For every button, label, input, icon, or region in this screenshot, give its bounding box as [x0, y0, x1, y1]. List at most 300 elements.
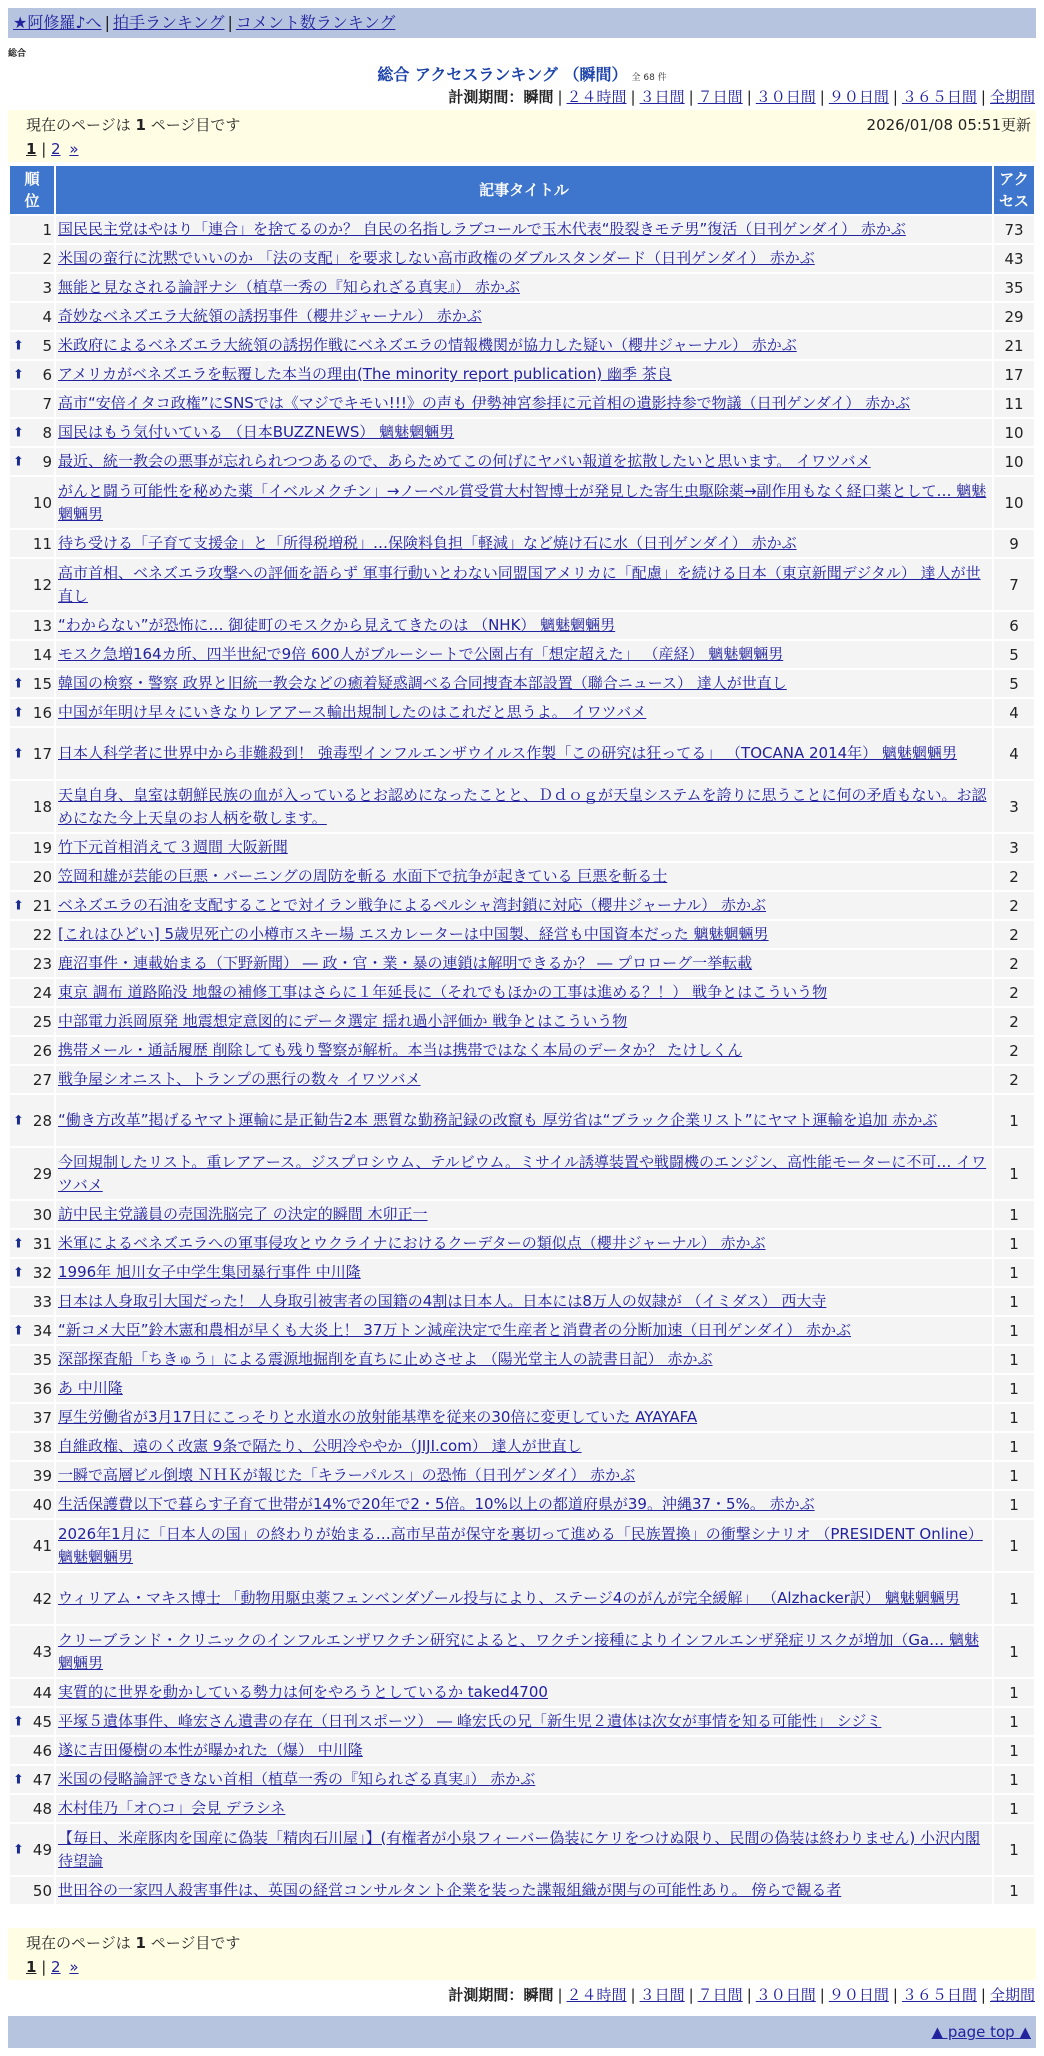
access-count: 1 [994, 1573, 1034, 1624]
table-row [10, 728, 1034, 779]
rank-cell [10, 1433, 54, 1460]
article-link[interactable]: 1996年 旭川女子中学生集団暴行事件 中川隆 [58, 1263, 361, 1281]
table-row [10, 419, 1034, 446]
table-row [10, 303, 1034, 330]
article-link[interactable]: 米政府によるベネズエラ大統領の誘拐作戦にベネズエラの情報機関が協力した疑い（櫻井ジャーナル） 赤かぶ [58, 336, 797, 354]
period-link-3[interactable]: ３０日間 [755, 1986, 816, 2004]
title-cell [56, 1491, 992, 1518]
period-separator: | [980, 1986, 986, 2004]
title-cell [56, 448, 992, 475]
article-link[interactable]: 無能と見なされる論評ナシ（植草一秀の『知られざる真実』） 赤かぶ [58, 278, 520, 296]
rank-number: 36 [32, 1379, 52, 1398]
article-link[interactable]: 木村佳乃「オ○コ」会見 デラシネ [58, 1799, 286, 1817]
article-link[interactable]: ベネズエラの石油を支配することで対イラン戦争によるペルシャ湾封鎖に対応（櫻井ジャーナル） 赤かぶ [58, 896, 767, 914]
rank-up-arrow-icon: ⬆ [13, 746, 24, 761]
title-cell [56, 728, 992, 779]
article-link[interactable]: ウィリアム・マキス博士 「動物用駆虫薬フェンベンダゾール投与により、ステージ4のがんが完全緩解」 （Alzhacker訳） 魑魅魍魎男 [58, 1589, 960, 1607]
table-row [10, 1824, 1034, 1875]
access-count: 2 [994, 892, 1034, 919]
article-link[interactable]: がんと闘う可能性を秘めた薬「イベルメクチン」→ノーベル賞受賞大村智博士が発見した寄生虫駆除薬→副作用もなく経口薬として… 魑魅魍魎男 [58, 481, 987, 523]
period-label: 計測期間： [448, 88, 524, 106]
rank-cell [10, 559, 54, 610]
title-cell [56, 1259, 992, 1286]
rank-cell [10, 979, 54, 1006]
access-count: 1 [994, 1404, 1034, 1431]
period-separator: | [819, 1986, 825, 2004]
rank-cell [10, 1259, 54, 1286]
period-link-5[interactable]: ３６５日間 [901, 1986, 977, 2004]
article-link[interactable]: 奇妙なベネズエラ大統領の誘拐事件（櫻井ジャーナル） 赤かぶ [58, 307, 482, 325]
rank-cell [10, 921, 54, 948]
table-row [10, 950, 1034, 977]
rank-cell [10, 448, 54, 475]
rank-cell [10, 1462, 54, 1489]
rank-number: 40 [32, 1495, 52, 1514]
title-cell [56, 1573, 992, 1624]
article-link[interactable]: 2026年1月に「日本人の国」の終わりが始まる…高市早苗が保守を裏切って進める「民族置換」の衝撃シナリオ （PRESIDENT Online） 魑魅魍魎男 [58, 1524, 983, 1566]
period-link-6[interactable]: 全期間 [989, 88, 1035, 106]
rank-cell [10, 1708, 54, 1735]
access-count: 43 [994, 245, 1034, 272]
title-cell [56, 419, 992, 446]
rank-number: 27 [32, 1070, 52, 1089]
page-2-link[interactable]: 2 [51, 1958, 61, 1976]
table-row [10, 559, 1034, 610]
access-count: 7 [994, 559, 1034, 610]
article-link[interactable]: 日本は人身取引大国だった！ 人身取引被害者の国籍の4割は日本人。日本には8万人の奴隷が （イミダス） 西大寺 [58, 1292, 827, 1310]
access-count: 11 [994, 390, 1034, 417]
rank-number: 39 [32, 1466, 52, 1485]
access-count: 5 [994, 641, 1034, 668]
table-row [10, 1259, 1034, 1286]
rank-number: 33 [32, 1292, 52, 1311]
rank-cell [10, 390, 54, 417]
article-link[interactable]: 中国が年明け早々にいきなりレアアース輸出規制したのはこれだと思うよ。 イワツバメ [58, 703, 647, 721]
page-links: 1 | 2 » [26, 140, 79, 158]
access-count: 1 [994, 1877, 1034, 1904]
title-cell [56, 1766, 992, 1793]
rank-number: 22 [32, 925, 52, 944]
pager-current-number: 1 [135, 116, 146, 134]
rank-cell [10, 1037, 54, 1064]
access-count: 2 [994, 1037, 1034, 1064]
title-cell [56, 1679, 992, 1706]
rank-number: 6 [42, 365, 52, 384]
rank-number: 50 [32, 1881, 52, 1900]
article-link[interactable]: 韓国の検察・警察 政界と旧統一教会などの癒着疑惑調べる合同捜査本部設置（聯合ニュース） 達人が世直し [58, 674, 787, 692]
table-row [10, 1037, 1034, 1064]
rank-up-arrow-icon: ⬆ [13, 1772, 24, 1787]
title-cell [56, 332, 992, 359]
title-cell [56, 1626, 992, 1677]
access-count: 1 [994, 1375, 1034, 1402]
pager-bottom [8, 1928, 1036, 1980]
top-nav-bar [8, 8, 1036, 38]
access-count: 10 [994, 477, 1034, 528]
period-selector-bottom [448, 1984, 1035, 2005]
rank-number: 31 [32, 1234, 52, 1253]
rank-number: 42 [32, 1589, 52, 1608]
rank-cell [10, 1095, 54, 1146]
rank-number: 43 [32, 1642, 52, 1661]
article-link[interactable]: 竹下元首相消えて３週間 大阪新聞 [58, 838, 288, 856]
title-cell [56, 863, 992, 890]
article-link[interactable]: 米国の侵略論評できない首相（植草一秀の『知られざる真実』） 赤かぶ [58, 1770, 536, 1788]
access-count: 5 [994, 670, 1034, 697]
title-cell [56, 1737, 992, 1764]
rank-number: 38 [32, 1437, 52, 1456]
period-separator: | [746, 88, 752, 106]
access-count: 1 [994, 1737, 1034, 1764]
access-count: 4 [994, 699, 1034, 726]
table-row [10, 1148, 1034, 1199]
rank-number: 19 [32, 838, 52, 857]
rank-up-arrow-icon: ⬆ [13, 898, 24, 913]
article-link[interactable]: 今回規制したリスト。重レアアース。ジスプロシウム、テルビウム。ミサイル誘導装置や戦闘機のエンジン、高性能モーターに不可… イワツバメ [58, 1152, 987, 1194]
title-cell [56, 781, 992, 832]
period-link-2[interactable]: ７日間 [697, 1986, 743, 2004]
article-link[interactable]: 中部電力浜岡原発 地震想定意図的にデータ選定 揺れ過小評価か 戦争とはこういう物 [58, 1012, 628, 1030]
period-link-4[interactable]: ９０日間 [828, 88, 889, 106]
rank-number: 29 [32, 1164, 52, 1183]
col-access-label: アク セス [998, 170, 1029, 210]
article-link[interactable]: 東京 調布 道路陥没 地盤の補修工事はさらに１年延長に（それでもほかの工事は進める？！） 戦争とはこういう物 [58, 983, 828, 1001]
table-row [10, 1317, 1034, 1344]
article-link[interactable]: 携帯メール・通話履歴 削除しても残り警察が解析。本当は携帯ではなく本局のデータか？ たけしくん [58, 1041, 743, 1059]
rank-cell [10, 1491, 54, 1518]
table-row [10, 216, 1034, 243]
rank-cell [10, 477, 54, 528]
rank-up-arrow-icon: ⬆ [13, 454, 24, 469]
table-row [10, 1008, 1034, 1035]
table-row [10, 1626, 1034, 1677]
period-current: 瞬間 [523, 88, 554, 106]
article-link[interactable]: 自維政権、遠のく改憲 9条で隔たり、公明冷ややか（JIJI.com） 達人が世直し [58, 1437, 582, 1455]
article-link[interactable]: 高市首相、ベネズエラ攻撃への評価を語らず 軍事行動いとわない同盟国アメリカに「配慮」を続ける日本（東京新聞デジタル） 達人が世直し [58, 563, 981, 605]
period-separator: | [688, 1986, 694, 2004]
page-2-link[interactable]: 2 [51, 140, 61, 158]
article-link[interactable]: 米軍によるベネズエラへの軍事侵攻とウクライナにおけるクーデターの類似点（櫻井ジャーナル） 赤かぶ [58, 1234, 766, 1252]
access-count: 2 [994, 921, 1034, 948]
article-link[interactable]: 実質的に世界を動かしている勢力は何をやろうとしているか taked4700 [58, 1683, 548, 1701]
table-row [10, 448, 1034, 475]
title-cell [56, 892, 992, 919]
table-row [10, 1491, 1034, 1518]
pager-text: 現在のページは [26, 116, 131, 134]
table-row [10, 1877, 1034, 1904]
rank-cell [10, 1795, 54, 1822]
period-link-4[interactable]: ９０日間 [828, 1986, 889, 2004]
table-row [10, 361, 1034, 388]
rank-cell [10, 1679, 54, 1706]
access-count: 2 [994, 979, 1034, 1006]
access-count: 2 [994, 1008, 1034, 1035]
pager-text: 現在のページは [26, 1934, 131, 1952]
period-separator: | [819, 88, 825, 106]
access-count: 4 [994, 728, 1034, 779]
title-cell [56, 1230, 992, 1257]
article-link[interactable]: 国民はもう気付いている （日本BUZZNEWS） 魑魅魍魎男 [58, 423, 455, 441]
period-separator: | [892, 88, 898, 106]
title-cell [56, 1462, 992, 1489]
period-separator: | [746, 1986, 752, 2004]
rank-number: 26 [32, 1041, 52, 1060]
period-separator: | [557, 1986, 563, 2004]
access-count: 1 [994, 1708, 1034, 1735]
title-cell [56, 1095, 992, 1146]
table-row [10, 1346, 1034, 1373]
rank-number: 48 [32, 1799, 52, 1818]
access-count: 2 [994, 863, 1034, 890]
access-count: 6 [994, 612, 1034, 639]
access-count: 29 [994, 303, 1034, 330]
table-row [10, 1288, 1034, 1315]
table-row [10, 1230, 1034, 1257]
rank-cell [10, 834, 54, 861]
rank-number: 37 [32, 1408, 52, 1427]
table-row [10, 1433, 1034, 1460]
title-cell [56, 1346, 992, 1373]
period-label: 計測期間： [448, 1986, 524, 2004]
access-count: 2 [994, 1066, 1034, 1093]
article-link[interactable]: 天皇自身、皇室は朝鮮民族の血が入っているとお認めになったことと、Ｄｄｏｇが天皇システムを誇りに思うことに何の矛盾もない。お認めになた今上天皇のお人柄を敬します。 [58, 785, 987, 827]
rank-cell [10, 1317, 54, 1344]
table-row [10, 1795, 1034, 1822]
title-cell [56, 477, 992, 528]
access-count: 1 [994, 1148, 1034, 1199]
article-link[interactable]: 国民民主党はやはり「連合」を捨てるのか？ 自民の名指しラブコールで玉木代表“股裂きモテ男”復活（日刊ゲンダイ） 赤かぶ [58, 220, 906, 238]
table-row [10, 612, 1034, 639]
article-link[interactable]: クリーブランド・クリニックのインフルエンザワクチン研究によると、ワクチン接種によりインフルエンザ発症リスクが増加（Ga… 魑魅魍魎男 [58, 1630, 979, 1672]
rank-number: 12 [32, 575, 52, 594]
title-cell [56, 559, 992, 610]
rank-number: 13 [32, 616, 52, 635]
rank-cell [10, 1766, 54, 1793]
article-link[interactable]: 世田谷の一家四人殺害事件は、英国の経営コンサルタント企業を装った諜報組織が関与の可能性あり。 傍らで観る者 [58, 1881, 842, 1899]
table-row [10, 274, 1034, 301]
period-link-0[interactable]: ２４時間 [566, 1986, 627, 2004]
rank-cell [10, 1404, 54, 1431]
table-row [10, 670, 1034, 697]
title-cell [56, 1066, 992, 1093]
title-cell [56, 699, 992, 726]
table-row [10, 1066, 1034, 1093]
article-link[interactable]: 訪中民主党議員の売国洗脳完了 の決定的瞬間 木卯正一 [58, 1205, 428, 1223]
article-link[interactable]: 厚生労働省が3月17日にこっそりと水道水の放射能基準を従来の30倍に変更していた AYAYAFA [58, 1408, 698, 1426]
table-row [10, 1404, 1034, 1431]
period-separator: | [688, 88, 694, 106]
page-1-current: 1 [26, 140, 37, 158]
rank-cell [10, 1288, 54, 1315]
title-cell [56, 921, 992, 948]
access-count: 1 [994, 1462, 1034, 1489]
rank-number: 25 [32, 1012, 52, 1031]
category-label: 総合 [8, 49, 27, 59]
period-separator: | [892, 1986, 898, 2004]
article-link[interactable]: 笠岡和雄が芸能の巨悪・バーニングの周防を斬る 水面下で抗争が起きている 巨悪を斬る士 [58, 867, 668, 885]
rank-number: 7 [42, 394, 52, 413]
article-link[interactable]: 最近、統一教会の悪事が忘れられつつあるので、あらためてこの何げにヤバい報道を拡散したいと思います。 イワツバメ [58, 452, 871, 470]
pager-current [26, 1932, 1026, 1953]
rank-number: 24 [32, 983, 52, 1002]
access-count: 1 [994, 1795, 1034, 1822]
article-link[interactable]: 遂に吉田優樹の本性が曝かれた（爆） 中川隆 [58, 1741, 363, 1759]
access-count: 1 [994, 1346, 1034, 1373]
access-count: 1 [994, 1317, 1034, 1344]
rank-number: 18 [32, 797, 52, 816]
rank-cell [10, 1520, 54, 1571]
article-link[interactable]: アメリカがベネズエラを転覆した本当の理由(The minority report publication) 幽季 茶良 [58, 365, 672, 383]
rank-up-arrow-icon: ⬆ [13, 1113, 24, 1128]
period-link-1[interactable]: ３日間 [639, 88, 685, 106]
rank-cell [10, 361, 54, 388]
rank-cell [10, 699, 54, 726]
article-link[interactable]: モスク急増164カ所、四半世紀で9倍 600人がブルーシートで公園占有「想定超えた」 （産経） 魑魅魍魎男 [58, 645, 784, 663]
access-count: 1 [994, 1230, 1034, 1257]
access-count: 1 [994, 1766, 1034, 1793]
next-page-link[interactable]: » [69, 1958, 79, 1976]
title-cell [56, 303, 992, 330]
nav-separator: | [104, 13, 110, 32]
table-row [10, 834, 1034, 861]
title-cell [56, 1404, 992, 1431]
period-link-5[interactable]: ３６５日間 [901, 88, 977, 106]
rank-number: 17 [32, 744, 52, 763]
rank-cell [10, 1346, 54, 1373]
period-separator: | [630, 1986, 636, 2004]
total-count: 全 68 件 [631, 73, 667, 83]
table-row [10, 699, 1034, 726]
title-cell [56, 1148, 992, 1199]
title-cell [56, 1008, 992, 1035]
period-link-0[interactable]: ２４時間 [566, 88, 627, 106]
period-link-2[interactable]: ７日間 [697, 88, 743, 106]
period-link-1[interactable]: ３日間 [639, 1986, 685, 2004]
pager-text: ページ目です [150, 1934, 241, 1952]
rank-number: 30 [32, 1205, 52, 1224]
table-row [10, 863, 1034, 890]
article-link[interactable]: 米国の蛮行に沈黙でいいのか 「法の支配」を要求しない高市政権のダブルスタンダード（日刊ゲンダイ） 赤かぶ [58, 249, 815, 267]
article-link[interactable]: “働き方改革”掲げるヤマト運輸に是正勧告2本 悪質な勤務記録の改竄も 厚労省は“ブラック企業リスト”にヤマト運輸を追加 赤かぶ [58, 1111, 938, 1129]
table-row [10, 1766, 1034, 1793]
title-cell [56, 979, 992, 1006]
table-row [10, 245, 1034, 272]
article-link[interactable]: 一瞬で高層ビル倒壊 ＮＨＫが報じた「キラーパルス」の恐怖（日刊ゲンダイ） 赤かぶ [58, 1466, 636, 1484]
title-cell [56, 1037, 992, 1064]
nav-separator: | [227, 13, 233, 32]
rank-cell [10, 419, 54, 446]
period-separator: | [980, 88, 986, 106]
rank-up-arrow-icon: ⬆ [13, 338, 24, 353]
article-link[interactable]: あ 中川隆 [58, 1379, 123, 1397]
table-row [10, 332, 1034, 359]
article-link[interactable]: “わからない”が恐怖に… 御徒町のモスクから見えてきたのは （NHK） 魑魅魍魎男 [58, 616, 616, 634]
rank-cell [10, 781, 54, 832]
rank-cell [10, 670, 54, 697]
table-row [10, 1462, 1034, 1489]
table-row [10, 477, 1034, 528]
rank-up-arrow-icon: ⬆ [13, 1265, 24, 1280]
article-link[interactable]: 戦争屋シオニスト、トランプの悪行の数々 イワツバメ [58, 1070, 421, 1088]
rank-cell [10, 530, 54, 557]
article-link[interactable]: 鹿沼事件・連載始まる（下野新聞） ― 政・官・業・暴の連鎖は解明できるか？ ― プロローグ一挙転載 [58, 954, 753, 972]
title-cell [56, 1708, 992, 1735]
ranking-table [8, 164, 1036, 1906]
article-link[interactable]: “新コメ大臣”鈴木憲和農相が早くも大炎上！ 37万トン減産決定で生産者と消費者の分断加速（日刊ゲンダイ） 赤かぶ [58, 1321, 851, 1339]
page-title-text: 総合 アクセスランキング （瞬間） [377, 65, 628, 84]
rank-cell [10, 1573, 54, 1624]
rank-up-arrow-icon: ⬆ [13, 1842, 24, 1857]
period-link-3[interactable]: ３０日間 [755, 88, 816, 106]
title-cell [56, 245, 992, 272]
rank-cell [10, 1877, 54, 1904]
period-separator: | [557, 88, 563, 106]
comment-ranking-link[interactable]: コメント数ランキング [235, 13, 396, 32]
article-link[interactable]: 日本人科学者に世界中から非難殺到！ 強毒型インフルエンザウイルス作製「この研究は狂ってる」 （TOCANA 2014年） 魑魅魍魎男 [58, 744, 957, 762]
article-link[interactable]: 平塚５遺体事件、峰宏さん遺書の存在（日刊スポーツ） ― 峰宏氏の兄「新生児２遺体は次女が事情を知る可能性」 シジミ [58, 1712, 882, 1730]
title-cell [56, 1317, 992, 1344]
table-row [10, 1573, 1034, 1624]
access-count: 1 [994, 1288, 1034, 1315]
rank-number: 41 [32, 1536, 52, 1555]
col-access-header [994, 166, 1034, 214]
period-link-6[interactable]: 全期間 [989, 1986, 1035, 2004]
rank-cell [10, 274, 54, 301]
rank-cell [10, 1008, 54, 1035]
title-cell [56, 641, 992, 668]
access-count: 1 [994, 1433, 1034, 1460]
rank-up-arrow-icon: ⬆ [13, 1236, 24, 1251]
title-cell [56, 390, 992, 417]
access-count: 1 [994, 1259, 1034, 1286]
table-row [10, 921, 1034, 948]
rank-cell [10, 245, 54, 272]
article-link[interactable]: 高市“安倍イタコ政権”にSNSでは《マジでキモい!!!》の声も 伊勢神宮参拝に元首相の遺影持参で物議（日刊ゲンダイ） 赤かぶ [58, 394, 911, 412]
title-cell [56, 1520, 992, 1571]
access-count: 3 [994, 781, 1034, 832]
next-page-link[interactable]: » [69, 140, 79, 158]
rank-cell [10, 950, 54, 977]
article-link[interactable]: 生活保護費以下で暮らす子育て世帯が14%で20年で2・5倍。10%以上の都道府県が39。沖縄37・5%。 赤かぶ [58, 1495, 815, 1513]
rank-cell [10, 1737, 54, 1764]
rank-number: 20 [32, 867, 52, 886]
title-cell [56, 1288, 992, 1315]
page-top-link[interactable]: ▲ page top ▲ [931, 2023, 1031, 2041]
title-cell [56, 1201, 992, 1228]
table-row [10, 1520, 1034, 1571]
period-separator: | [630, 88, 636, 106]
access-count: 1 [994, 1626, 1034, 1677]
home-link[interactable]: ★阿修羅♪へ [13, 13, 102, 32]
title-cell [56, 216, 992, 243]
rank-number: 5 [42, 336, 52, 355]
title-cell [56, 1877, 992, 1904]
rank-up-arrow-icon: ⬆ [13, 676, 24, 691]
rank-number: 14 [32, 645, 52, 664]
rank-number: 1 [42, 220, 52, 239]
rank-number: 16 [32, 703, 52, 722]
rank-number: 8 [42, 423, 52, 442]
article-link[interactable]: 【毎日、米産豚肉を国産に偽装「精肉石川屋」】(有権者が小泉フィーバー偽装にケリをつけぬ限り、民間の偽装は終わりません) 小沢内閣待望論 [58, 1828, 981, 1870]
table-row [10, 1201, 1034, 1228]
article-link[interactable]: 待ち受ける「子育て支援金」と「所得税増税」…保険料負担「軽減」など焼け石に水（日刊ゲンダイ） 赤かぶ [58, 534, 797, 552]
clap-ranking-link[interactable]: 拍手ランキング [112, 13, 225, 32]
title-cell [56, 1795, 992, 1822]
article-link[interactable]: [これはひどい] 5歳児死亡の小樽市スキー場 エスカレーターは中国製、経営も中国資本だった 魑魅魍魎男 [58, 925, 769, 943]
article-link[interactable]: 深部探査船「ちきゅう」による震源地掘削を直ちに止めさせよ （陽光堂主人の読書日記） 赤かぶ [58, 1350, 713, 1368]
access-count: 9 [994, 530, 1034, 557]
pager-text: ページ目です [150, 116, 241, 134]
